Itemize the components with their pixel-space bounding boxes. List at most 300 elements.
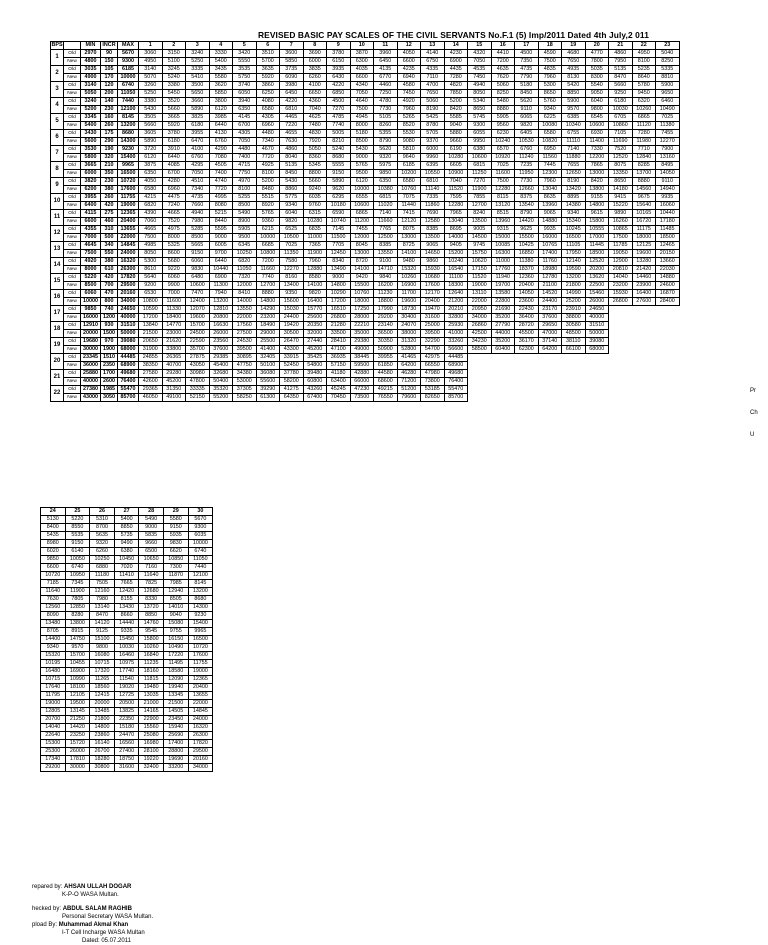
- stage-cell: 6815: [374, 194, 398, 202]
- stage-cell: 6430: [327, 74, 351, 82]
- stage-cell: 8895: [562, 194, 586, 202]
- stage-cell: 3435: [209, 66, 233, 74]
- stage-cell: 27500: [233, 330, 257, 338]
- stage-cell: 11815: [139, 676, 164, 684]
- increment-cell: 170: [101, 74, 118, 82]
- stage-cell: 5220: [65, 516, 90, 524]
- stage-cell: 3380: [139, 98, 163, 106]
- stage-cell: 10030: [609, 106, 633, 114]
- stage-cell: 11660: [256, 266, 280, 274]
- stage-cell: 27875: [186, 354, 210, 362]
- stage-cell: 13825: [114, 708, 139, 716]
- stage-cell: 21100: [538, 282, 562, 290]
- stage-cell: 6570: [491, 146, 515, 154]
- min-pay-cell: 12910: [81, 322, 101, 330]
- stage-cell: 50900: [374, 346, 398, 354]
- stage-cell: 7720: [256, 154, 280, 162]
- stage-cell: 16840: [139, 652, 164, 660]
- stage-cell: 6810: [421, 178, 445, 186]
- column-header: 13: [421, 42, 445, 50]
- stage-cell: 18000: [632, 234, 656, 242]
- stage-cell: 7340: [186, 186, 210, 194]
- stage-cell: 3720: [139, 146, 163, 154]
- stage-cell: 61850: [374, 362, 398, 370]
- stage-cell: 39955: [374, 354, 398, 362]
- increment-cell: 175: [101, 130, 118, 138]
- stage-cell: 7200: [256, 258, 280, 266]
- stage-cell: 14880: [538, 218, 562, 226]
- stage-cell: 26700: [90, 748, 115, 756]
- stage-cell: 3870: [350, 50, 374, 58]
- stage-cell: 11540: [114, 676, 139, 684]
- stage-cell: 8450: [280, 170, 304, 178]
- stage-cell: 36935: [327, 354, 351, 362]
- stage-cell: 8155: [114, 596, 139, 604]
- stage-cell: 8090: [41, 612, 66, 620]
- stage-cell: 66550: [421, 362, 445, 370]
- stage-cell: [562, 354, 586, 362]
- stage-cell: 5135: [280, 162, 304, 170]
- stage-cell: 10455: [65, 660, 90, 668]
- increment-cell: 550: [101, 250, 118, 258]
- column-header: MIN: [81, 42, 101, 50]
- stage-cell: 5060: [421, 98, 445, 106]
- stage-cell: 7455: [350, 226, 374, 234]
- stage-cell: 9935: [538, 226, 562, 234]
- stage-cell: 5250: [186, 58, 210, 66]
- stage-cell: 7025: [491, 162, 515, 170]
- min-pay-cell: 43000: [81, 394, 101, 402]
- stage-cell: 21200: [444, 298, 468, 306]
- stage-cell: 18580: [163, 668, 188, 676]
- stage-cell: 8420: [585, 178, 609, 186]
- stage-cell: 5050: [303, 146, 327, 154]
- stage-cell: 8385: [374, 242, 398, 250]
- min-pay-cell: 16000: [81, 314, 101, 322]
- column-header: 28: [139, 508, 164, 516]
- stage-cell: 5240: [162, 74, 186, 82]
- max-pay-cell: 16320: [118, 258, 139, 266]
- stage-cell: 6120: [209, 106, 233, 114]
- stage-cell: 12420: [114, 588, 139, 596]
- stage-cell: 37600: [538, 314, 562, 322]
- stage-cell: 15030: [280, 306, 304, 314]
- stage-cell: 21280: [327, 322, 351, 330]
- stage-cell: 13000: [585, 170, 609, 178]
- stage-cell: 10620: [468, 258, 492, 266]
- stage-cell: 15560: [139, 724, 164, 732]
- stage-cell: 9625: [515, 226, 539, 234]
- bps-grade-cell: 18: [51, 322, 64, 338]
- increment-cell: 800: [101, 298, 118, 306]
- document-title: REVISED BASIC PAY SCALES OF THE CIVIL SERVANTS No.F.1 (5) Imp/2011 Dated 4th July,2 011: [258, 30, 649, 40]
- stage-cell: 27440: [303, 338, 327, 346]
- stage-cell: 6590: [327, 210, 351, 218]
- min-pay-cell: 3820: [81, 178, 101, 186]
- stage-cell: 6700: [233, 122, 257, 130]
- stage-cell: 6555: [350, 194, 374, 202]
- table-header-row: [51, 42, 680, 50]
- stage-cell: 11175: [632, 226, 656, 234]
- stage-cell: 13000: [350, 250, 374, 258]
- stage-cell: 50100: [256, 362, 280, 370]
- stage-cell: 9890: [609, 210, 633, 218]
- stage-cell: 6900: [444, 58, 468, 66]
- stage-cell: 8850: [562, 90, 586, 98]
- stage-cell: 12850: [65, 604, 90, 612]
- stage-cell: 5100: [162, 58, 186, 66]
- table-row: [51, 346, 680, 354]
- scale-type-cell: New: [64, 170, 81, 178]
- stage-cell: 13800: [65, 620, 90, 628]
- stage-cell: 8600: [162, 250, 186, 258]
- stage-cell: 58500: [468, 346, 492, 354]
- stage-cell: [538, 378, 562, 386]
- stage-cell: 6260: [303, 74, 327, 82]
- stage-cell: 9340: [562, 210, 586, 218]
- min-pay-cell: 5600: [81, 138, 101, 146]
- scale-type-cell: New: [64, 138, 81, 146]
- column-header: 4: [209, 42, 233, 50]
- stage-cell: 9065: [421, 242, 445, 250]
- scale-type-cell: New: [64, 346, 81, 354]
- stage-cell: 7450: [397, 90, 421, 98]
- stage-cell: 21500: [139, 330, 163, 338]
- min-pay-cell: 4355: [81, 226, 101, 234]
- stage-cell: 7730: [515, 178, 539, 186]
- scale-type-cell: Old: [64, 210, 81, 218]
- stage-cell: 6480: [186, 274, 210, 282]
- stage-cell: 5920: [256, 74, 280, 82]
- table-row: [51, 154, 680, 162]
- column-header: MAX: [118, 42, 139, 50]
- stage-cell: 5450: [162, 90, 186, 98]
- stage-cell: 18500: [656, 234, 680, 242]
- stage-cell: 31350: [162, 386, 186, 394]
- stage-cell: 4770: [585, 50, 609, 58]
- stage-cell: [656, 394, 680, 402]
- stage-cell: 5540: [585, 82, 609, 90]
- stage-cell: 37780: [280, 370, 304, 378]
- table-row: [51, 330, 680, 338]
- column-header: 12: [397, 42, 421, 50]
- stage-cell: 3605: [139, 130, 163, 138]
- upload-line: [32, 921, 153, 929]
- stage-cell: 13580: [491, 290, 515, 298]
- stage-cell: 11690: [609, 138, 633, 146]
- stage-cell: 5620: [515, 98, 539, 106]
- stage-cell: 15640: [632, 202, 656, 210]
- min-pay-cell: 4900: [81, 74, 101, 82]
- stage-cell: 38445: [350, 354, 374, 362]
- stage-cell: 16480: [41, 668, 66, 676]
- stage-cell: 29650: [538, 322, 562, 330]
- stage-cell: 17200: [327, 298, 351, 306]
- stage-cell: 6040: [585, 98, 609, 106]
- stage-cell: 60800: [303, 378, 327, 386]
- stage-cell: 6440: [209, 122, 233, 130]
- stage-cell: 7500: [350, 106, 374, 114]
- increment-cell: 460: [101, 218, 118, 226]
- stage-cell: 5005: [327, 130, 351, 138]
- stage-cell: 8610: [139, 266, 163, 274]
- stage-cell: 42600: [139, 378, 163, 386]
- stage-cell: 12300: [538, 170, 562, 178]
- stage-cell: 3535: [233, 66, 257, 74]
- stage-cell: 16460: [114, 652, 139, 660]
- stage-cell: 11050: [233, 266, 257, 274]
- stage-cell: 14750: [65, 636, 90, 644]
- stage-cell: 4320: [468, 50, 492, 58]
- increment-cell: 2600: [101, 378, 118, 386]
- stage-cell: 32000: [303, 330, 327, 338]
- min-pay-cell: 40000: [81, 378, 101, 386]
- stage-cell: 7740: [327, 122, 351, 130]
- stage-cell: 30000: [65, 764, 90, 772]
- stage-cell: 47750: [233, 362, 257, 370]
- column-header: 18: [538, 42, 562, 50]
- stage-cell: 3690: [303, 50, 327, 58]
- stage-cell: 6820: [233, 258, 257, 266]
- stage-cell: 15800: [139, 636, 164, 644]
- stage-cell: 41000: [444, 330, 468, 338]
- stage-cell: 6530: [139, 290, 163, 298]
- stage-cell: 4050: [397, 50, 421, 58]
- stage-cell: 4590: [538, 50, 562, 58]
- stage-cell: 17340: [41, 756, 66, 764]
- stage-cell: 6960: [256, 122, 280, 130]
- min-pay-cell: 3035: [81, 66, 101, 74]
- stage-cell: 12580: [421, 218, 445, 226]
- increment-cell: 2350: [101, 362, 118, 370]
- stage-cell: [609, 322, 633, 330]
- stage-cell: 8880: [256, 290, 280, 298]
- stage-cell: 66000: [350, 378, 374, 386]
- column-header: 25: [65, 508, 90, 516]
- stage-cell: 8500: [233, 202, 257, 210]
- stage-cell: 12090: [163, 676, 188, 684]
- stage-cell: 16560: [114, 740, 139, 748]
- stage-cell: [609, 370, 633, 378]
- stage-cell: 14400: [41, 636, 66, 644]
- stage-cell: 29500: [188, 748, 213, 756]
- stage-cell: 9900: [162, 282, 186, 290]
- scale-type-cell: New: [64, 90, 81, 98]
- stage-cell: 8650: [468, 106, 492, 114]
- stage-cell: 10250: [90, 556, 115, 564]
- stage-cell: 7500: [139, 234, 163, 242]
- stage-cell: 10080: [538, 122, 562, 130]
- upload-name: Muhammad Akmal Khan: [58, 922, 129, 928]
- stage-cell: 6315: [303, 210, 327, 218]
- stage-cell: [468, 378, 492, 386]
- stage-cell: 19590: [562, 266, 586, 274]
- stage-cell: 7300: [163, 564, 188, 572]
- stage-cell: 7650: [562, 58, 586, 66]
- column-header: 23: [656, 42, 680, 50]
- stage-cell: 14120: [90, 620, 115, 628]
- stage-cell: 9300: [188, 524, 213, 532]
- stage-cell: 8680: [327, 154, 351, 162]
- stage-cell: 30400: [397, 314, 421, 322]
- stage-cell: 8500: [350, 138, 374, 146]
- scale-type-cell: Old: [64, 338, 81, 346]
- stage-cell: 5490: [233, 210, 257, 218]
- stage-cell: 8285: [632, 162, 656, 170]
- stage-cell: 4785: [327, 114, 351, 122]
- stage-cell: 4950: [632, 50, 656, 58]
- stage-cell: 19940: [163, 684, 188, 692]
- stage-cell: 12725: [114, 692, 139, 700]
- stage-cell: [468, 370, 492, 378]
- stage-cell: 15720: [65, 740, 90, 748]
- stage-cell: 23560: [209, 338, 233, 346]
- stage-cell: 14460: [632, 274, 656, 282]
- stage-cell: 9760: [303, 202, 327, 210]
- stage-cell: [609, 362, 633, 370]
- stage-cell: 22000: [233, 314, 257, 322]
- max-pay-cell: 8145: [118, 114, 139, 122]
- max-pay-cell: 20160: [118, 290, 139, 298]
- stage-cell: 23450: [163, 716, 188, 724]
- stage-cell: 26470: [280, 338, 304, 346]
- stage-cell: 10340: [562, 122, 586, 130]
- table-row: [51, 266, 680, 274]
- stage-cell: 6295: [327, 194, 351, 202]
- table-row: [51, 170, 680, 178]
- stage-cell: 11640: [41, 588, 66, 596]
- stage-cell: 6580: [538, 130, 562, 138]
- stage-cell: 8500: [186, 234, 210, 242]
- stage-cell: 35700: [186, 346, 210, 354]
- stage-cell: 5215: [209, 210, 233, 218]
- stage-cell: 8650: [609, 178, 633, 186]
- stage-cell: 9320: [90, 540, 115, 548]
- stage-cell: 67400: [303, 394, 327, 402]
- stage-cell: [585, 354, 609, 362]
- scale-type-cell: Old: [64, 386, 81, 394]
- stage-cell: 11700: [397, 290, 421, 298]
- stage-cell: 7665: [114, 580, 139, 588]
- stage-cell: 10715: [41, 676, 66, 684]
- stage-cell: 16850: [515, 250, 539, 258]
- prepared-org: K-P-O WASA Multan.: [62, 892, 119, 898]
- stage-cell: 7580: [280, 258, 304, 266]
- stage-cell: 16140: [90, 740, 115, 748]
- column-header: 29: [163, 508, 188, 516]
- stage-cell: 28800: [163, 748, 188, 756]
- stage-cell: 8680: [188, 596, 213, 604]
- min-pay-cell: 25880: [81, 370, 101, 378]
- stage-cell: 26800: [609, 298, 633, 306]
- stage-cell: 5640: [139, 274, 163, 282]
- stage-cell: 10280: [303, 218, 327, 226]
- stage-cell: 13550: [374, 250, 398, 258]
- stage-cell: 53000: [233, 378, 257, 386]
- stage-cell: 4935: [562, 66, 586, 74]
- stage-cell: 7220: [280, 122, 304, 130]
- scale-type-cell: Old: [64, 178, 81, 186]
- table-row: [41, 700, 213, 708]
- max-pay-cell: 22000: [118, 234, 139, 242]
- stage-cell: 11495: [163, 660, 188, 668]
- stage-cell: 5765: [256, 210, 280, 218]
- stage-cell: 6120: [350, 178, 374, 186]
- table-row: [41, 644, 213, 652]
- stage-cell: 17150: [468, 266, 492, 274]
- stage-cell: 5935: [163, 532, 188, 540]
- stage-cell: 9935: [656, 194, 680, 202]
- stage-cell: 4480: [256, 130, 280, 138]
- min-pay-cell: 5220: [81, 274, 101, 282]
- stage-cell: 55600: [256, 378, 280, 386]
- stage-cell: 48500: [562, 330, 586, 338]
- scale-type-cell: Old: [64, 82, 81, 90]
- stage-cell: 9850: [41, 556, 66, 564]
- stage-cell: 49215: [374, 386, 398, 394]
- stage-cell: 34230: [468, 338, 492, 346]
- stage-cell: 13720: [139, 604, 164, 612]
- stage-cell: 11230: [374, 290, 398, 298]
- column-header: BPS: [51, 42, 63, 48]
- stage-cell: 26365: [162, 354, 186, 362]
- stage-cell: [562, 394, 586, 402]
- stage-cell: 6040: [280, 210, 304, 218]
- stage-cell: 8420: [444, 106, 468, 114]
- stage-cell: 22500: [585, 282, 609, 290]
- stage-cell: 9700: [209, 250, 233, 258]
- stage-cell: 6000: [303, 58, 327, 66]
- stage-cell: 4475: [162, 194, 186, 202]
- stage-cell: 6005: [209, 242, 233, 250]
- column-header: 2: [162, 42, 186, 50]
- increment-cell: 420: [101, 202, 118, 210]
- stage-cell: 6815: [468, 162, 492, 170]
- stage-cell: [632, 346, 656, 354]
- table-row: [51, 306, 680, 314]
- stage-cell: 18490: [256, 322, 280, 330]
- stage-cell: 21690: [491, 306, 515, 314]
- stage-cell: 10860: [609, 122, 633, 130]
- stage-cell: 12840: [632, 154, 656, 162]
- stage-cell: 14180: [609, 186, 633, 194]
- stage-cell: 7620: [491, 74, 515, 82]
- column-header: 10: [350, 42, 374, 50]
- stage-cell: 29000: [256, 330, 280, 338]
- stage-cell: 17200: [139, 314, 163, 322]
- stage-cell: 19000: [188, 668, 213, 676]
- table-row: [41, 756, 213, 764]
- increment-cell: 260: [101, 194, 118, 202]
- stage-cell: 7145: [327, 226, 351, 234]
- stage-cell: 7110: [421, 74, 445, 82]
- stage-cell: 7050: [350, 90, 374, 98]
- increment-cell: 290: [101, 138, 118, 146]
- stage-cell: 61300: [256, 394, 280, 402]
- scale-type-cell: New: [64, 298, 81, 306]
- stage-cell: 14100: [350, 266, 374, 274]
- stage-cell: 13620: [585, 274, 609, 282]
- stage-cell: 18800: [374, 298, 398, 306]
- stage-cell: 6140: [65, 548, 90, 556]
- column-header: 19: [562, 42, 586, 50]
- stage-cell: 7865: [585, 162, 609, 170]
- stage-cell: 58200: [280, 378, 304, 386]
- stage-cell: 5835: [139, 532, 164, 540]
- increment-cell: 500: [101, 234, 118, 242]
- stage-cell: 17220: [163, 652, 188, 660]
- stage-cell: 9240: [303, 186, 327, 194]
